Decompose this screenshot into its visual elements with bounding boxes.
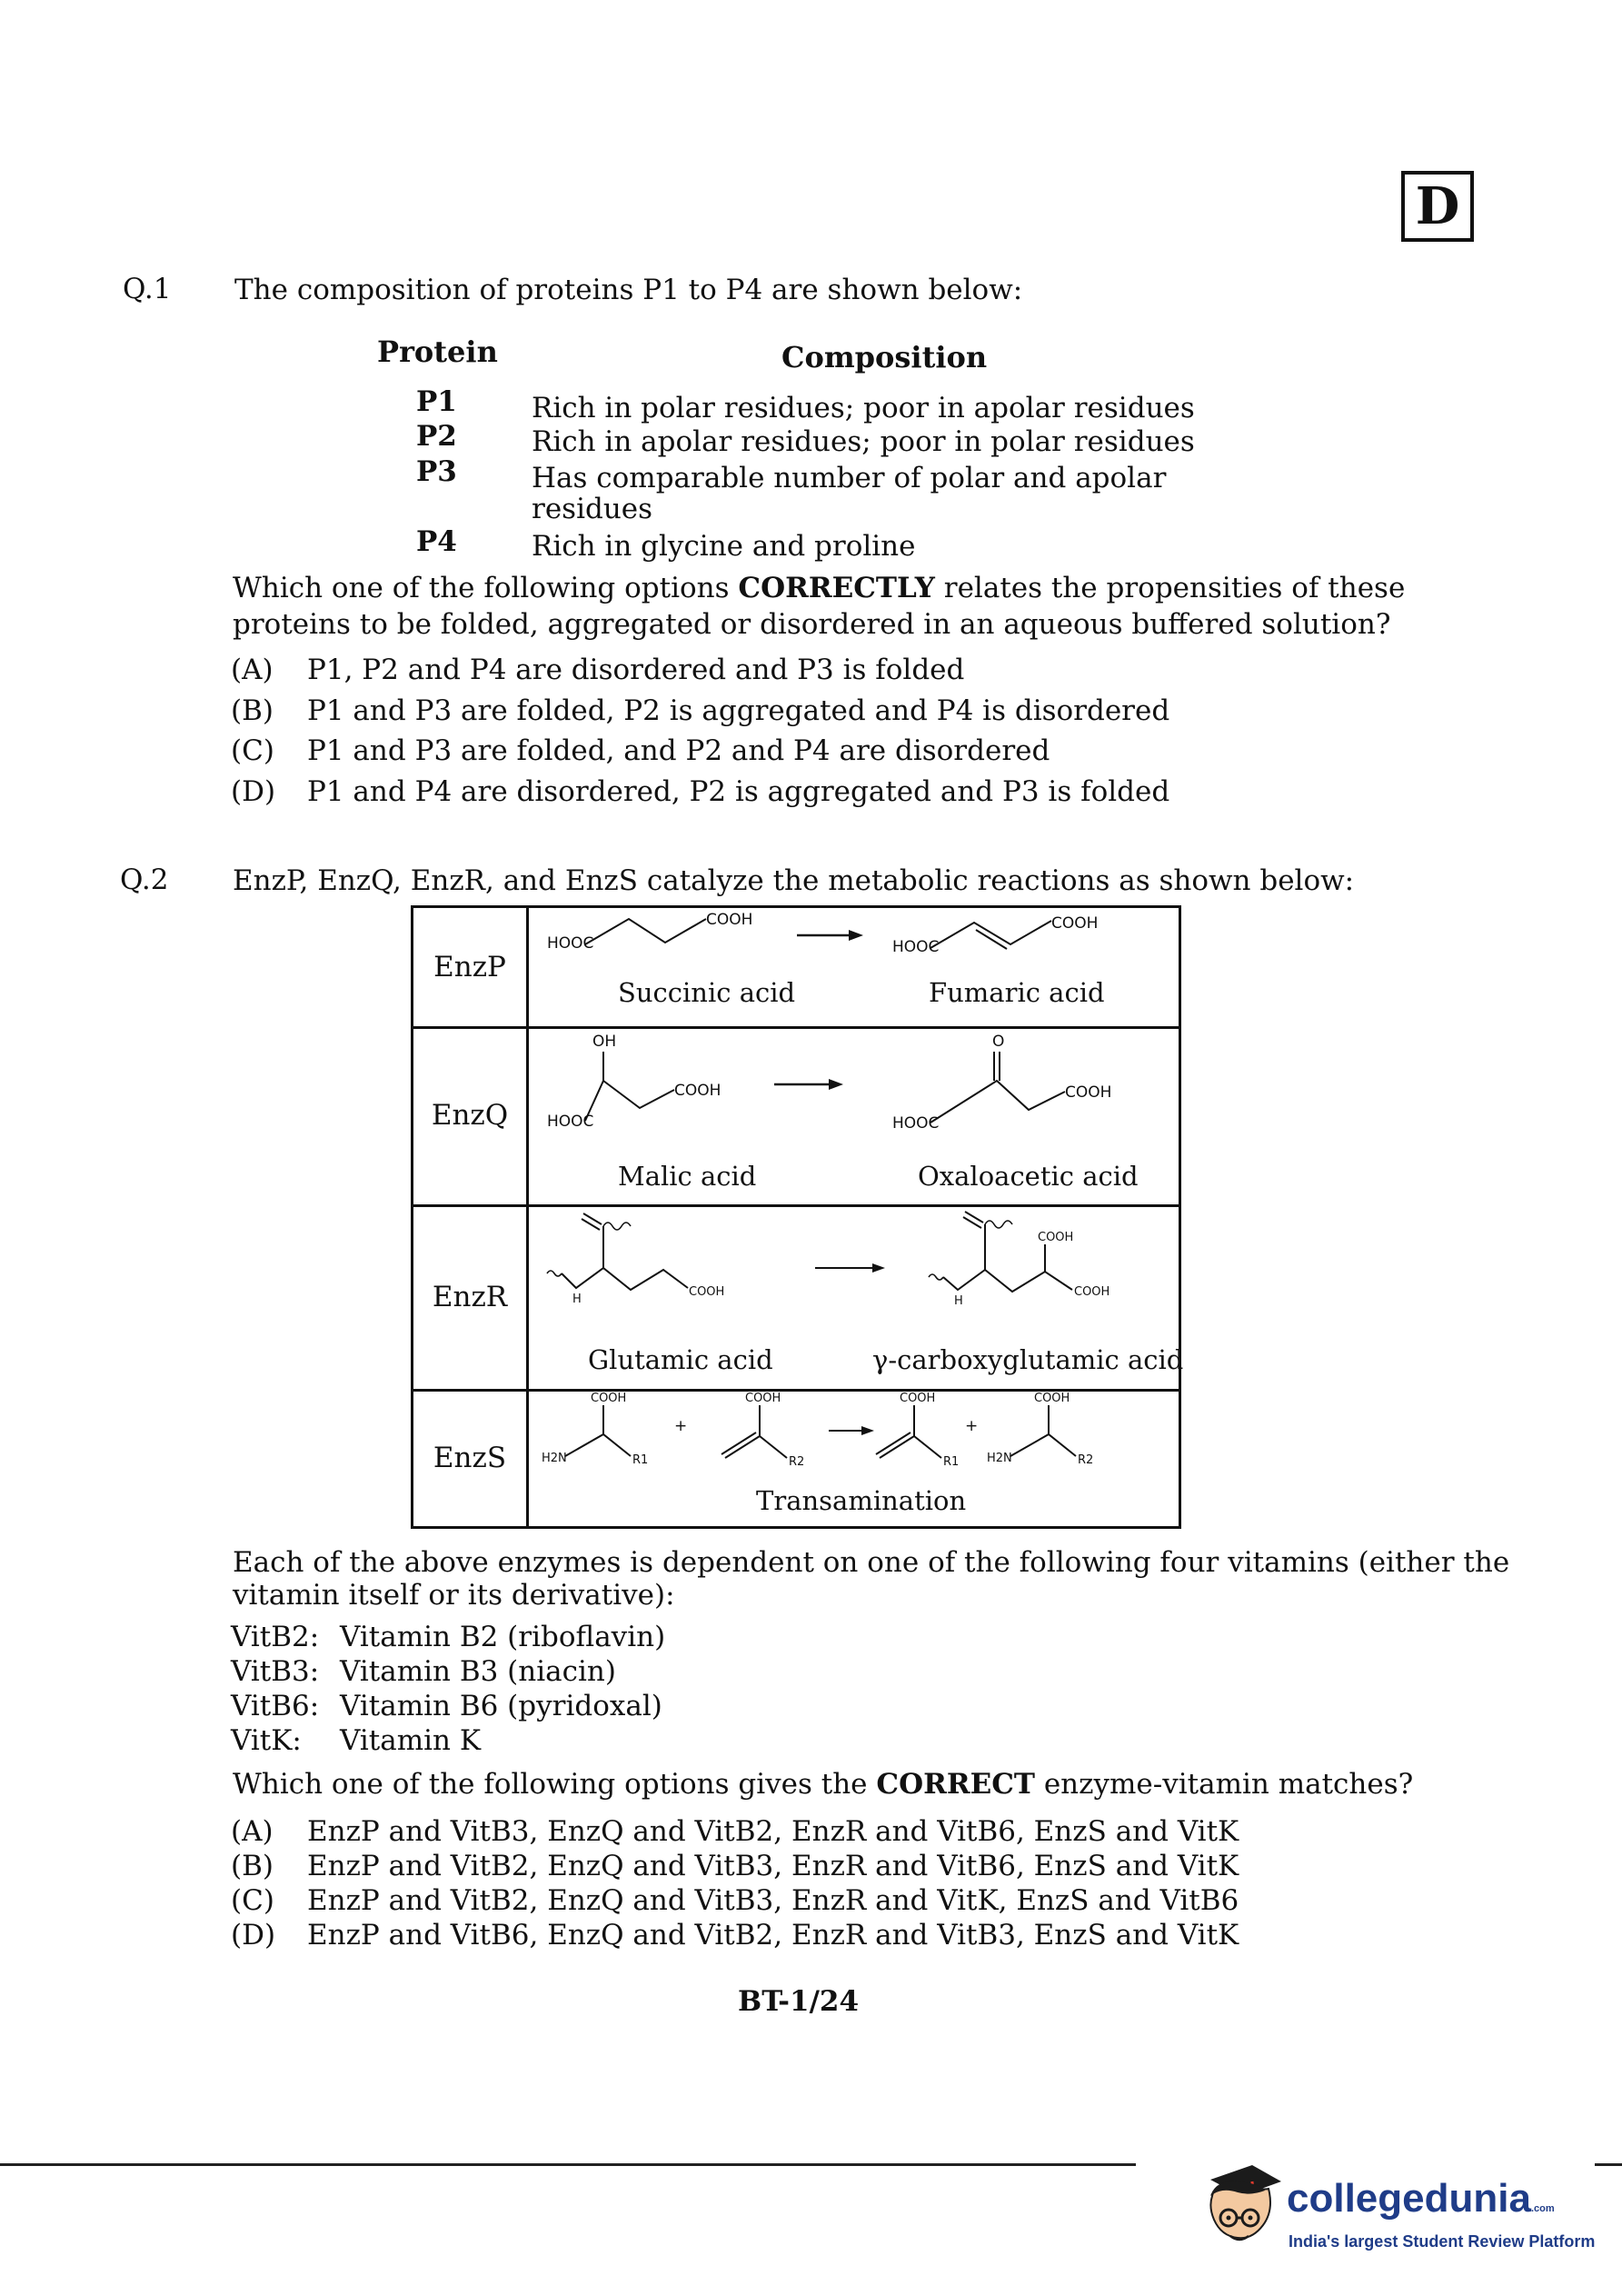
reaction-diagram [529, 1389, 1179, 1526]
svg-text:COOH: COOH [1074, 1285, 1110, 1299]
vitamin-code: VitB6: [231, 1690, 320, 1722]
reaction-diagram [529, 1026, 1179, 1204]
reaction-caption: Transamination [756, 1485, 967, 1516]
vitamin-code: VitB2: [231, 1621, 320, 1653]
q2-dependency-line2: vitamin itself or its derivative): [233, 1579, 675, 1612]
q1-question-line1: Which one of the following options CORRECTLY relates the propensities of these [233, 572, 1406, 604]
svg-text:H2N: H2N [987, 1452, 1012, 1465]
page-number: BT-1/24 [738, 1985, 860, 2018]
product-name: γ-carboxyglutamic acid [872, 1344, 1184, 1375]
svg-text:R1: R1 [943, 1455, 960, 1469]
footer-divider [1595, 2163, 1622, 2166]
enzyme-label: EnzS [413, 1389, 529, 1526]
q2-option-b[interactable]: (B) EnzP and VitB2, EnzQ and VitB3, EnzR and VitB6, EnzS and VitK [231, 1850, 1239, 1882]
svg-text:COOH: COOH [900, 1392, 936, 1405]
product-name: Oxaloacetic acid [918, 1161, 1139, 1192]
reaction-diagram [529, 908, 1179, 1026]
svg-text:OH: OH [592, 1033, 617, 1051]
svg-text:COOH: COOH [674, 1082, 721, 1100]
q2-option-a[interactable]: (A) EnzP and VitB3, EnzQ and VitB2, EnzR and VitB6, EnzS and VitK [231, 1815, 1239, 1848]
svg-text:COOH: COOH [1038, 1231, 1074, 1244]
svg-text:H2N: H2N [542, 1452, 567, 1465]
svg-text:COOH: COOH [1065, 1083, 1112, 1102]
svg-text:COOH: COOH [745, 1392, 781, 1405]
q1-option-c[interactable]: (C) P1 and P3 are folded, and P2 and P4 are disordered [231, 734, 1050, 767]
svg-text:O: O [992, 1033, 1005, 1051]
q2-intro: EnzP, EnzQ, EnzR, and EnzS catalyze the metabolic reactions as shown below: [233, 864, 1355, 897]
q2-option-c[interactable]: (C) EnzP and VitB2, EnzQ and VitB3, EnzR and VitK, EnzS and VitB6 [231, 1884, 1239, 1917]
svg-text:HOOC: HOOC [547, 1113, 594, 1131]
logo-tagline: India's largest Student Review Platform [1289, 2232, 1596, 2251]
q1-row-id: P4 [416, 525, 457, 558]
reaction-row-enzs [413, 1389, 1179, 1526]
svg-text:R2: R2 [789, 1455, 805, 1469]
q1-col-protein: Protein [377, 334, 498, 369]
q1-option-d[interactable]: (D) P1 and P4 are disordered, P2 is aggregated and P3 is folded [231, 775, 1170, 808]
vitamin-code: VitK: [231, 1724, 302, 1757]
q1-row-id: P1 [416, 385, 457, 418]
q1-row-desc-cont: residues [532, 493, 653, 525]
footer-divider [0, 2163, 1136, 2166]
svg-text:HOOC: HOOC [547, 934, 594, 953]
svg-text:R1: R1 [632, 1453, 649, 1467]
vitamin-name: Vitamin B6 (pyridoxal) [340, 1690, 662, 1722]
svg-text:HOOC: HOOC [892, 938, 940, 956]
svg-text:COOH: COOH [591, 1392, 627, 1405]
svg-text:+: + [965, 1417, 979, 1435]
q1-question-line2: proteins to be folded, aggregated or disordered in an aqueous buffered solution? [233, 608, 1391, 641]
enzyme-label: EnzR [413, 1204, 529, 1389]
reaction-diagram [529, 1204, 1184, 1389]
q1-option-b[interactable]: (B) P1 and P3 are folded, P2 is aggregated and P4 is disordered [231, 694, 1170, 727]
q1-intro: The composition of proteins P1 to P4 are shown below: [234, 274, 1023, 306]
vitamin-name: Vitamin B3 (niacin) [340, 1655, 616, 1688]
q2-option-d[interactable]: (D) EnzP and VitB6, EnzQ and VitB2, EnzR and VitB3, EnzS and VitK [231, 1919, 1239, 1952]
product-name: Fumaric acid [929, 977, 1105, 1008]
enzyme-label: EnzP [413, 908, 529, 1026]
vitamin-name: Vitamin K [340, 1724, 481, 1757]
svg-text:COOH: COOH [1051, 914, 1099, 933]
q1-row-desc: Rich in polar residues; poor in apolar residues [532, 392, 1195, 424]
q1-row-id: P3 [416, 455, 457, 488]
reaction-table [411, 905, 1184, 1529]
mascot-icon [1198, 2160, 1285, 2269]
q1-option-a[interactable]: (A) P1, P2 and P4 are disordered and P3 is folded [231, 654, 965, 686]
q2-number: Q.2 [120, 863, 169, 896]
svg-text:H: H [572, 1293, 582, 1306]
svg-text:H: H [954, 1294, 963, 1308]
q1-row-id: P2 [416, 420, 457, 453]
svg-text:COOH: COOH [689, 1285, 725, 1299]
q1-row-desc: Rich in apolar residues; poor in polar residues [532, 425, 1195, 458]
q2-question: Which one of the following options gives the CORRECT enzyme-vitamin matches? [233, 1768, 1414, 1801]
reaction-row-enzq [413, 1026, 1179, 1207]
substrate-name: Glutamic acid [588, 1344, 773, 1375]
logo-wordmark: collegedunia.com [1287, 2176, 1555, 2221]
svg-text:COOH: COOH [706, 911, 753, 929]
collegedunia-logo[interactable] [1198, 2154, 1596, 2281]
reaction-row-enzr [413, 1204, 1184, 1392]
svg-text:COOH: COOH [1034, 1392, 1070, 1405]
substrate-name: Succinic acid [618, 977, 796, 1008]
vitamin-code: VitB3: [231, 1655, 320, 1688]
svg-text:HOOC: HOOC [892, 1114, 940, 1133]
q1-row-desc: Rich in glycine and proline [532, 530, 916, 563]
svg-text:R2: R2 [1078, 1453, 1094, 1467]
q1-row-desc: Has comparable number of polar and apolar [532, 462, 1167, 494]
substrate-name: Malic acid [618, 1161, 757, 1192]
set-code-box: D [1401, 171, 1474, 242]
q2-dependency-line1: Each of the above enzymes is dependent on one of the following four vitamins (either the [233, 1546, 1510, 1579]
svg-text:+: + [674, 1417, 688, 1435]
enzyme-label: EnzQ [413, 1026, 529, 1204]
q1-number: Q.1 [123, 273, 172, 305]
vitamin-name: Vitamin B2 (riboflavin) [340, 1621, 666, 1653]
reaction-row-enzp [413, 908, 1179, 1029]
q1-col-composition: Composition [781, 340, 988, 374]
